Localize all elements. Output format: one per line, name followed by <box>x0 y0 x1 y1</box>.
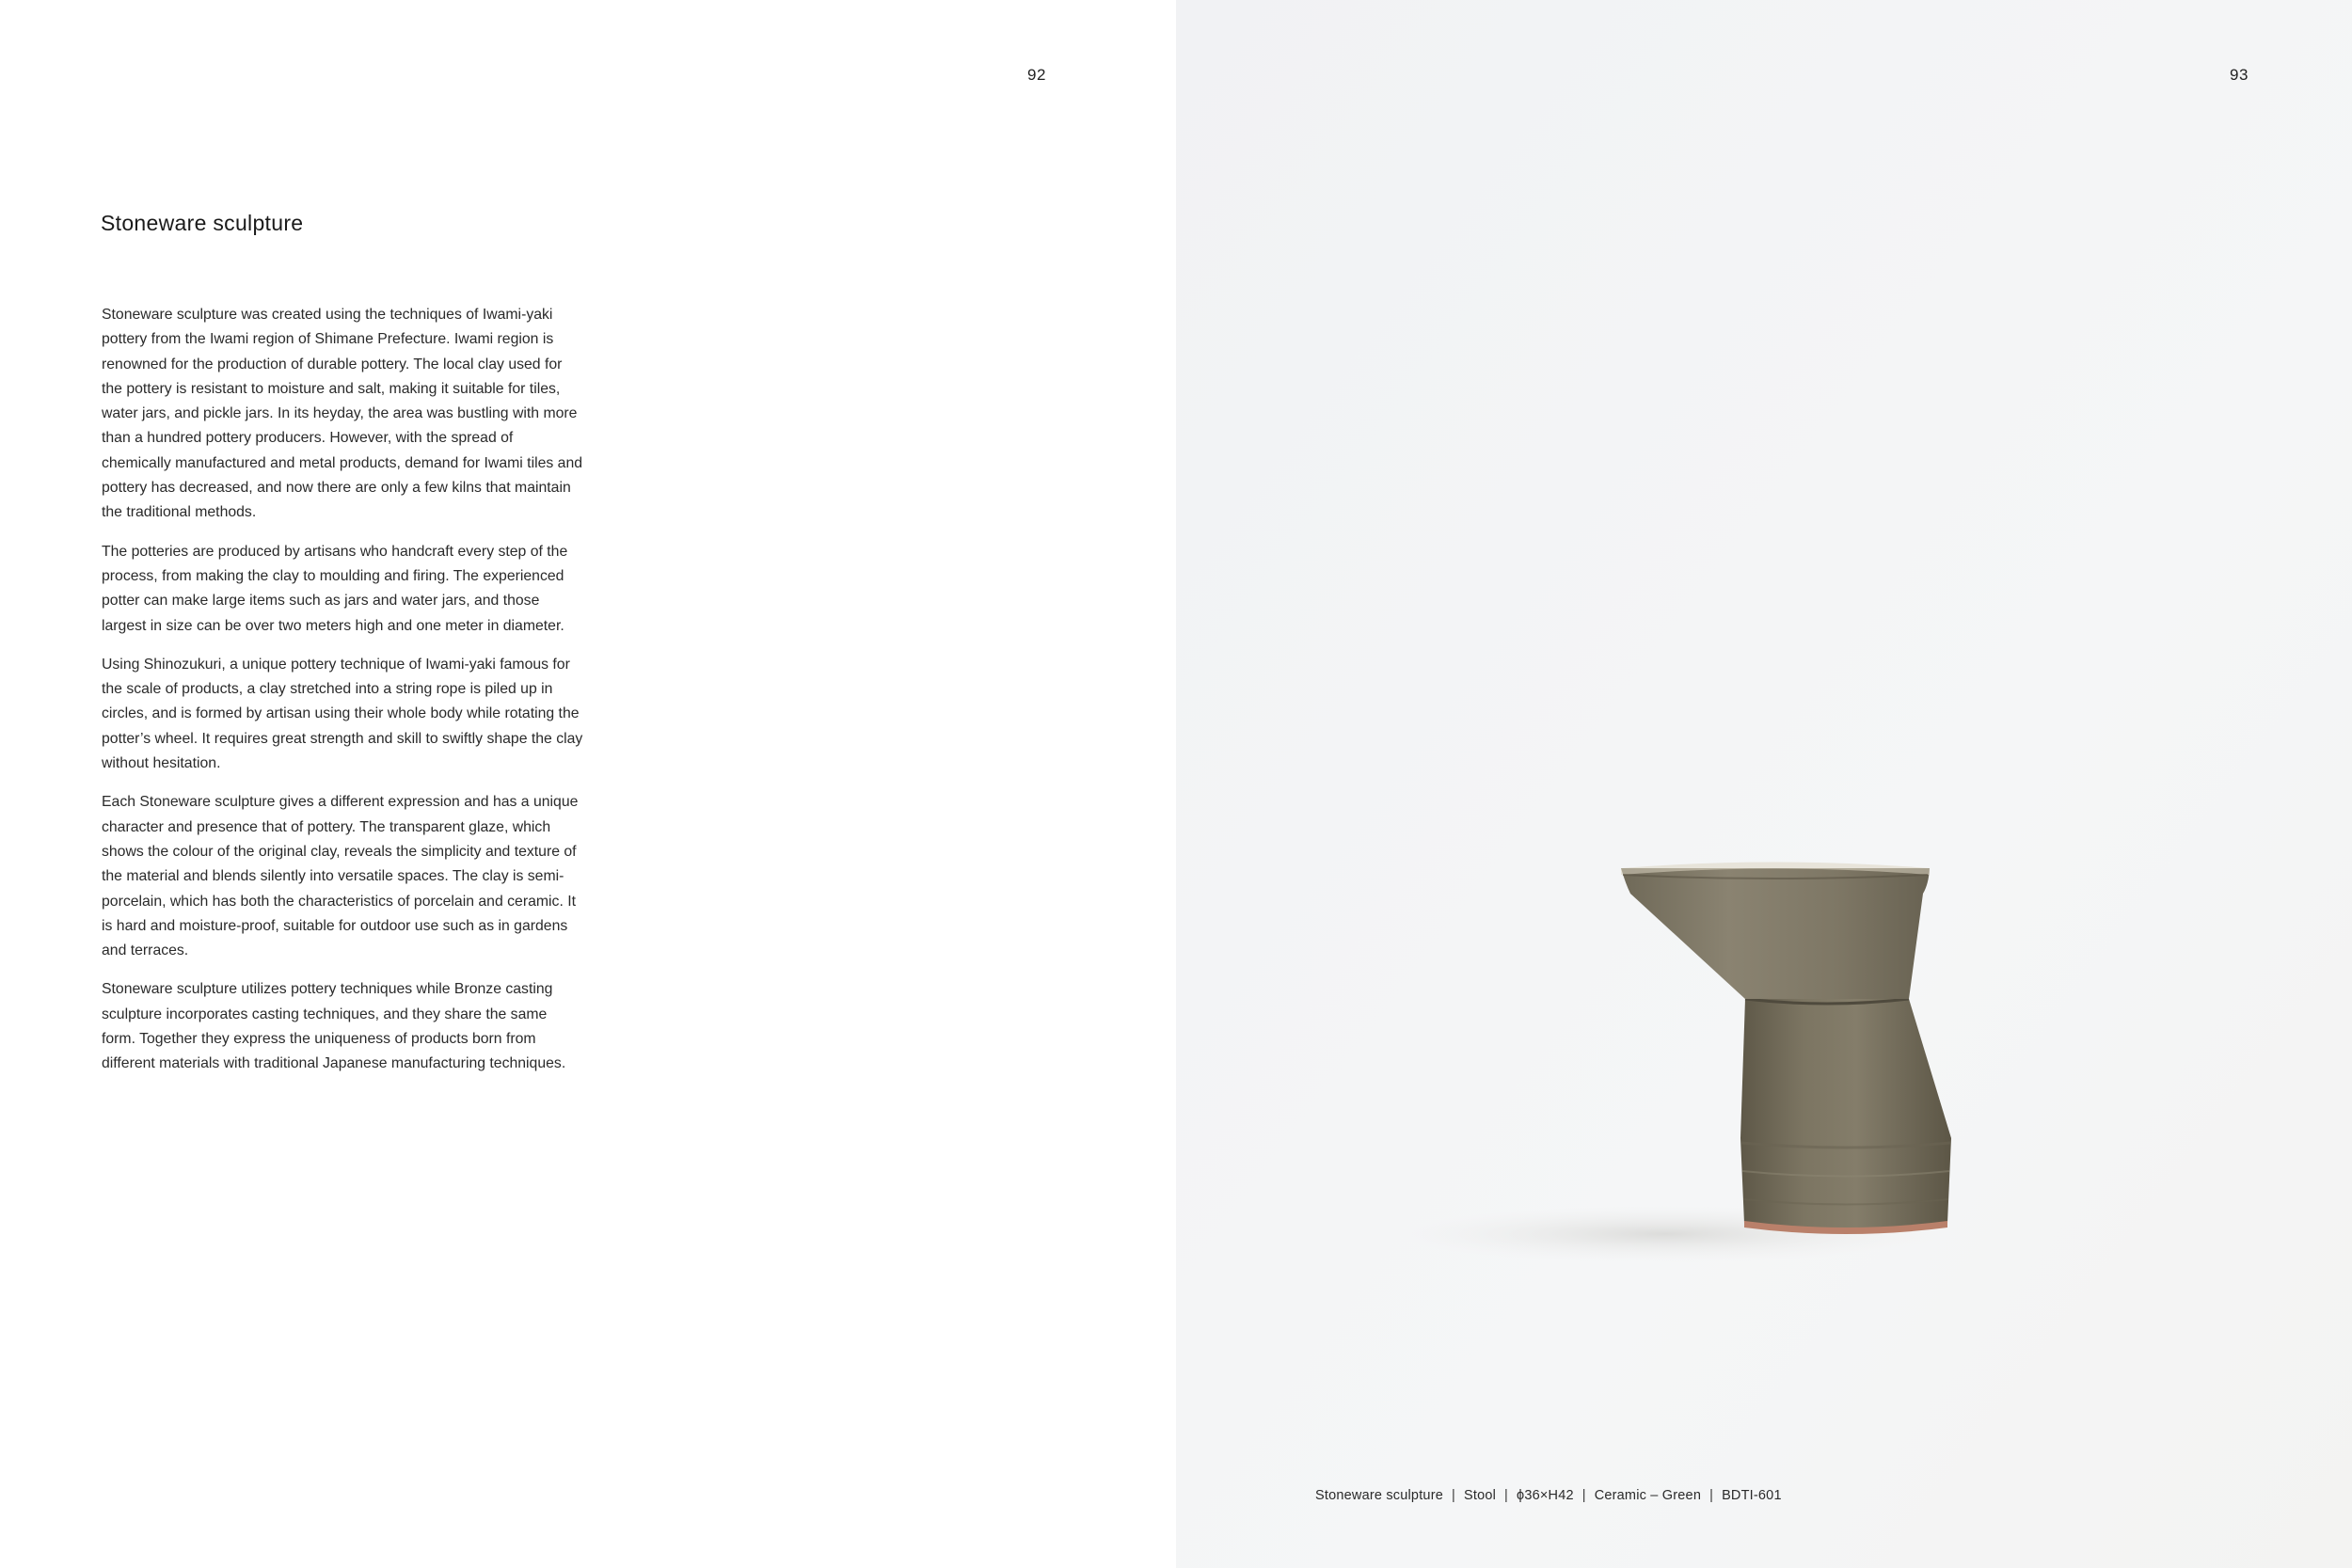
photo-background <box>1176 0 2352 1568</box>
page-number-right: 93 <box>2230 66 2249 84</box>
paragraph-5: Stoneware sculpture utilizes pottery techniques while Bronze casting sculpture incorporates casting techniques, and they share the same form. Together they express the uniqueness of products born from different materials with traditional Japanese manufacturing techniques. <box>102 981 566 1072</box>
right-page-photo <box>1176 0 2352 1568</box>
paragraph-1: Stoneware sculpture was created using the techniques of Iwami-yaki pottery from the Iwami region of Shimane Prefecture. Iwami region is renowned for the production of durable pottery. The local clay used for the pottery is resistant to moisture and salt, making it suitable for tiles, water jars, and pickle jars. In its heyday, the area was bustling with more than a hundred pottery producers. However, with the spread of chemically manufactured and metal products, demand for Iwami tiles and pottery has decreased, and now there are only a few kilns that maintain the traditional methods. <box>102 307 583 521</box>
paragraph-4: Each Stoneware sculpture gives a different expression and has a unique character and presence that of pottery. The transparent glaze, which shows the colour of the original clay, reveals the simplicity and texture of the material and blends silently into versatile spaces. The clay is semi-porcelain, which has both the characteristics of porcelain and ceramic. It is hard and moisture-proof, suitable for outdoor use such as in gardens and terraces. <box>102 794 579 959</box>
caption-code: BDTI-601 <box>1722 1488 1782 1503</box>
stool-photo <box>1176 0 2352 1568</box>
body-text <box>102 303 583 1091</box>
caption-product: Stoneware sculpture <box>1315 1488 1443 1503</box>
caption-separator: | <box>1452 1488 1455 1503</box>
caption-material: Ceramic – Green <box>1594 1488 1702 1503</box>
paragraph-2: The potteries are produced by artisans who handcraft every step of the process, from making the clay to moulding and firing. The experienced potter can make large items such as jars and water jars, and those largest in size can be over two meters high and one meter in diameter. <box>102 543 568 634</box>
photo-caption: Stoneware sculpture | Stool | ϕ36×H42 | Ceramic – Green | BDTI-601 <box>1315 1488 1782 1503</box>
page-number-left: 92 <box>1027 66 1046 84</box>
caption-size: ϕ36×H42 <box>1517 1488 1574 1503</box>
caption-type: Stool <box>1463 1488 1497 1503</box>
paragraph-3: Using Shinozukuri, a unique pottery technique of Iwami-yaki famous for the scale of products, a clay stretched into a string rope is piled up in circles, and is formed by artisan using their whole body while rotating the potter’s wheel. It requires great strength and skill to swiftly shape the clay without hesitation. <box>102 656 583 772</box>
section-title: Stoneware sculpture <box>101 211 304 235</box>
